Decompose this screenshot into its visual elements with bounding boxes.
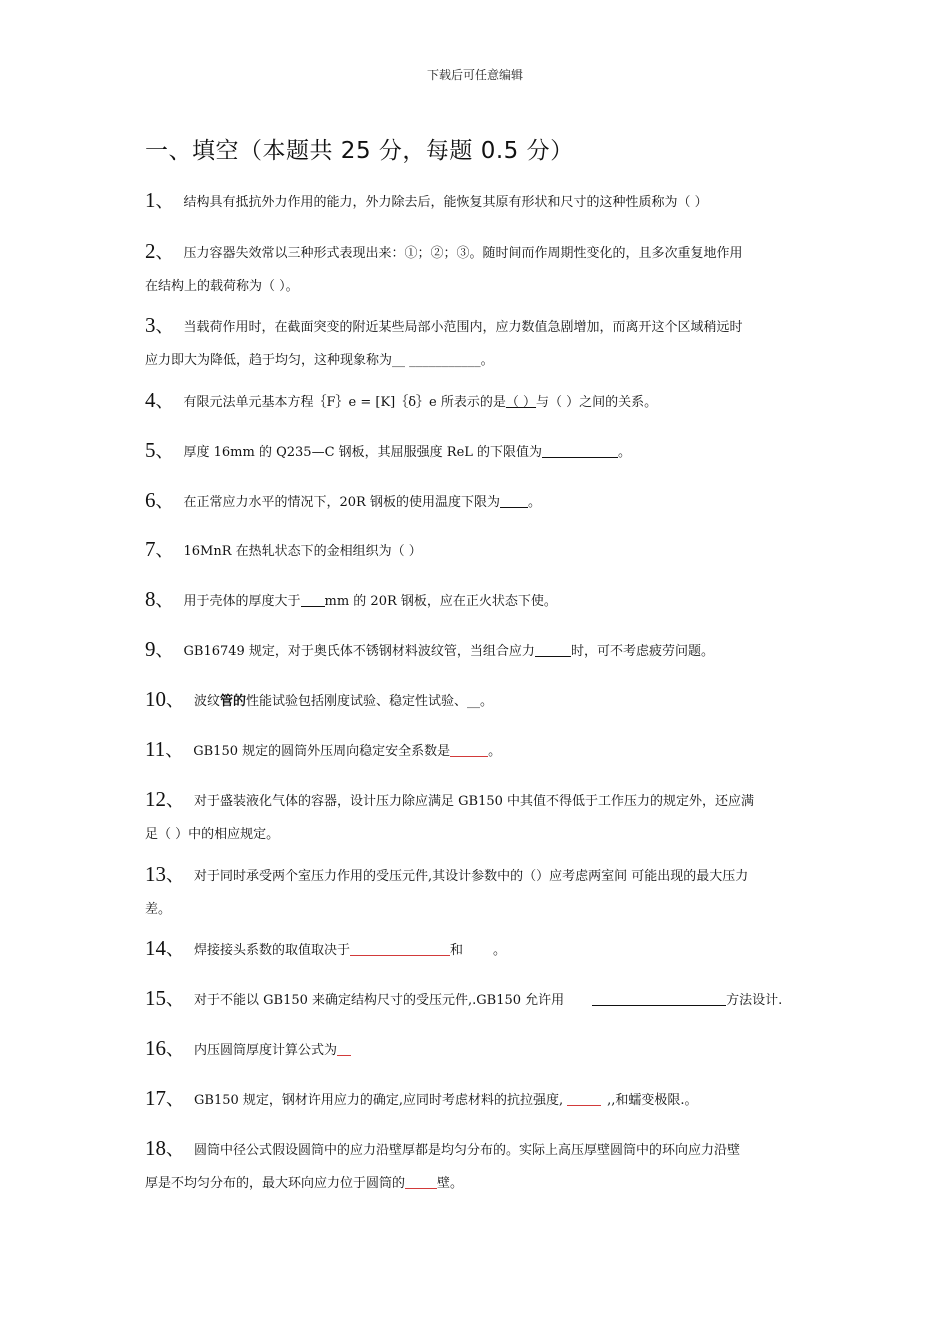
question-text-line2: 足（ ）中的相应规定。	[145, 827, 280, 842]
question-number: 11	[145, 737, 166, 761]
question-text: 结构具有抵抗外力作用的能力，外力除去后，能恢复其原有形状和尺寸的这种性质称为（ ）	[183, 195, 708, 210]
question-16: 16、 内压圆筒厚度计算公式为	[145, 1032, 805, 1067]
answer-blank	[350, 941, 450, 956]
question-text: 16MnR 在热轧状态下的金相组织为（ ）	[183, 544, 422, 559]
question-9: 9、 GB16749 规定，对于奥氏体不锈钢材料波纹管，当组合应力 时，可不考虑疲劳问题。	[145, 637, 714, 661]
question-text: 对于盛装液化气体的容器，设计压力除应满足 GB150 中其值不得低于工作压力的规定外，还应满	[194, 794, 755, 809]
question-text-tail: 壁。	[437, 1176, 464, 1191]
question-number: 2	[145, 239, 156, 263]
question-4: 4、 有限元法单元基本方程｛F｝e = [K]｛δ｝e 所表示的是（ ）与（ ）之间的关系。	[145, 388, 658, 412]
answer-blank	[337, 1041, 351, 1056]
question-text: 压力容器失效常以三种形式表现出来：①；②；③。随时间而作周期性变化的，且多次重复地作用	[183, 246, 743, 261]
question-number: 12	[145, 787, 166, 811]
question-14: 14、 焊接接头系数的取值取决于 和 。	[145, 936, 507, 960]
question-text-mid: 和	[450, 943, 464, 958]
question-number: 18	[145, 1136, 166, 1160]
question-text-tail: 性能试验包括刚度试验、稳定性试验、__。	[246, 694, 494, 709]
question-6: 6、 在正常应力水平的情况下，20R 钢板的使用温度下限为 。	[145, 488, 541, 512]
question-text-line2: 应力即大为降低，趋于均匀，这种现象称为__ ___________。	[145, 353, 494, 368]
question-text-tail: 。	[493, 943, 507, 958]
question-number: 5	[145, 438, 156, 462]
question-text: 对于不能以 GB150 来确定结构尺寸的受压元件,.GB150 允许用	[194, 993, 565, 1008]
question-text-tail: 。	[527, 495, 541, 510]
question-text-tail: 。	[618, 445, 632, 460]
question-text: 厚度 16mm 的 Q235—C 钢板，其屈服强度 ReL 的下限值为	[183, 445, 543, 460]
question-text-tail: 。	[488, 744, 502, 759]
question-number: 15	[145, 986, 166, 1010]
question-text: 焊接接头系数的取值取决于	[194, 943, 351, 958]
question-8: 8、 用于壳体的厚度大于 mm 的 20R 钢板，应在正火状态下使。	[145, 587, 557, 611]
question-text: 当载荷作用时，在截面突变的附近某些局部小范围内，应力数值急剧增加，而离开这个区域稍远时	[183, 320, 743, 335]
question-number: 8	[145, 587, 156, 611]
question-text: 用于壳体的厚度大于	[183, 594, 301, 609]
question-13: 13、 对于同时承受两个室压力作用的受压元件,其设计参数中的（）应考虑两室间 可能出现的最大压力 差。	[145, 858, 805, 926]
question-text: 对于同时承受两个室压力作用的受压元件,其设计参数中的（）应考虑两室间 可能出现的最大压力	[194, 869, 749, 884]
question-number: 3	[145, 313, 156, 337]
question-text-tail: 方法设计.	[726, 993, 783, 1008]
question-text: GB150 规定，钢材许用应力的确定,应同时考虑材料的抗拉强度,	[194, 1093, 564, 1108]
answer-blank	[535, 642, 571, 657]
question-number: 14	[145, 936, 166, 960]
answer-blank	[567, 1091, 601, 1106]
answer-blank: （ ）	[505, 395, 537, 410]
question-17: 17、 GB150 规定，钢材许用应力的确定,应同时考虑材料的抗拉强度, ,,和蠕变极限.。	[145, 1086, 698, 1110]
question-text: 圆筒中径公式假设圆筒中的应力沿壁厚都是均匀分布的。实际上高压厚壁圆筒中的环向应力沿壁	[194, 1143, 741, 1158]
answer-blank	[592, 991, 726, 1006]
answer-blank	[405, 1174, 437, 1189]
question-number: 13	[145, 862, 166, 886]
question-text: 在正常应力水平的情况下，20R 钢板的使用温度下限为	[183, 495, 500, 510]
question-text: GB16749 规定，对于奥氏体不锈钢材料波纹管，当组合应力	[183, 644, 535, 659]
question-text: GB150 规定的圆筒外压周向稳定安全系数是	[193, 744, 451, 759]
answer-blank	[500, 493, 528, 508]
question-number: 17	[145, 1086, 166, 1110]
question-text: 内压圆筒厚度计算公式为	[194, 1043, 338, 1058]
question-1: 1、 结构具有抵抗外力作用的能力，外力除去后，能恢复其原有形状和尺寸的这种性质称为（ ）	[145, 188, 708, 212]
question-text-bold: 管的	[220, 694, 247, 709]
question-5: 5、 厚度 16mm 的 Q235—C 钢板，其屈服强度 ReL 的下限值为 。	[145, 438, 632, 462]
question-text: 波纹	[194, 694, 221, 709]
question-18: 18、 圆筒中径公式假设圆筒中的应力沿壁厚都是均匀分布的。实际上高压厚壁圆筒中的环向应力沿壁 厚是不均匀分布的，最大环向应力位于圆筒的 壁。	[145, 1136, 741, 1191]
question-number: 6	[145, 488, 156, 512]
answer-blank	[301, 592, 325, 607]
question-3: 3、 当载荷作用时，在截面突变的附近某些局部小范围内，应力数值急剧增加，而离开这个区域稍远时 应力即大为降低，趋于均匀，这种现象称为__ ___________。	[145, 309, 805, 377]
question-text-tail: mm 的 20R 钢板，应在正火状态下使。	[324, 594, 557, 609]
question-text-tail: 时，可不考虑疲劳问题。	[570, 644, 714, 659]
question-11: 11、 GB150 规定的圆筒外压周向稳定安全系数是 。	[145, 737, 502, 761]
question-number: 10	[145, 687, 166, 711]
answer-blank	[450, 742, 488, 757]
question-text-line2: 厚是不均匀分布的，最大环向应力位于圆筒的	[145, 1176, 406, 1191]
question-2: 2、 压力容器失效常以三种形式表现出来：①；②；③。随时间而作周期性变化的，且多次重复地作用 在结构上的载荷称为（ ）。	[145, 235, 805, 303]
question-number: 4	[145, 388, 156, 412]
question-15: 15、 对于不能以 GB150 来确定结构尺寸的受压元件,.GB150 允许用 方法设计.	[145, 986, 783, 1010]
question-text-line2: 差。	[145, 902, 172, 917]
question-number: 16	[145, 1036, 166, 1060]
question-text-tail: 与（ ）之间的关系。	[536, 395, 658, 410]
question-number: 7	[145, 537, 156, 561]
question-12: 12、 对于盛装液化气体的容器，设计压力除应满足 GB150 中其值不得低于工作压力的规定外，还应满 足（ ）中的相应规定。	[145, 783, 805, 851]
question-10: 10、 波纹管的性能试验包括刚度试验、稳定性试验、__。	[145, 687, 494, 711]
page-header: 下载后可任意编辑	[426, 68, 523, 82]
question-number: 1	[145, 188, 156, 212]
question-text: 有限元法单元基本方程｛F｝e = [K]｛δ｝e 所表示的是	[183, 395, 506, 410]
question-text-tail: ,,和蠕变极限.。	[607, 1093, 698, 1108]
question-number: 9	[145, 637, 156, 661]
question-text-line2: 在结构上的载荷称为（ ）。	[145, 279, 299, 294]
section-title: 一、填空（本题共 25 分，每题 0.5 分）	[145, 138, 574, 164]
question-7: 7、 16MnR 在热轧状态下的金相组织为（ ）	[145, 537, 422, 561]
answer-blank	[542, 443, 618, 458]
